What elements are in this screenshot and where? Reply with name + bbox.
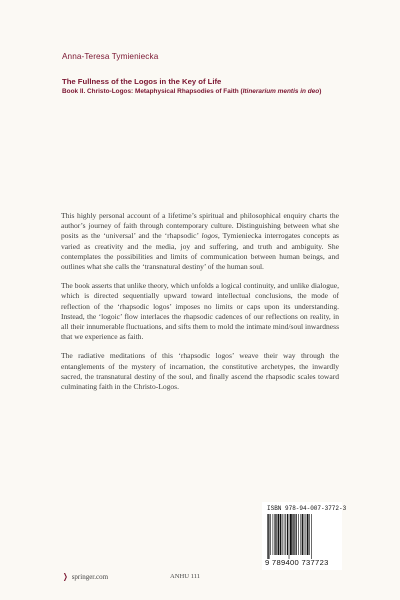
book-subtitle <box>62 88 362 95</box>
barcode-bar <box>289 514 290 559</box>
barcode-bar <box>270 514 271 555</box>
barcode-bar <box>304 514 305 555</box>
book-title: The Fullness of the Logos in the Key of Life <box>62 77 222 86</box>
barcode-bars <box>267 514 337 559</box>
author-name: Anna-Teresa Tymieniecka <box>62 52 159 61</box>
barcode-digits: 9 789400 737723 <box>265 558 329 567</box>
barcode-bar <box>268 514 269 559</box>
subtitle-suffix: ) <box>319 88 322 95</box>
barcode-bar <box>296 514 297 555</box>
p1-text-b: , Tymieniecka interrogates concepts as varied as creativity and the media, joy and suffering, and truth and ambiguity. She contemplates the possibilities and limits of communication between human beings, and outlines what she calls the ‘transnatural destiny’ of the human soul. <box>61 231 339 272</box>
chevron-right-icon: ❯ <box>63 572 68 581</box>
subtitle-prefix: Book II. Christo-Logos: Metaphysical Rhapsodies of Faith ( <box>62 88 243 95</box>
isbn-label: ISBN 978-94-007-3772-3 <box>267 505 347 512</box>
barcode-bar <box>300 514 301 555</box>
barcode-bar <box>292 514 293 555</box>
p1-italic: logos <box>201 231 218 241</box>
barcode-bar <box>284 514 285 555</box>
blurb-paragraph-1 <box>61 211 339 272</box>
barcode-bar <box>298 514 299 555</box>
barcode-bar <box>285 514 286 555</box>
barcode-bar <box>287 514 288 555</box>
subtitle-italic: Itinerarium mentis in deo <box>242 88 320 95</box>
springer-link[interactable] <box>62 572 108 581</box>
barcode-bar <box>274 514 275 555</box>
barcode-bar <box>267 514 268 559</box>
blurb-paragraph-2: The book asserts that unlike theory, which unfolds a logical continuity, and unlike dialogue, which is directed sequentially upward toward intellectual conclusions, the mode of reflection of the ‘rhapsodic logos’ imposes no limits or caps upon its understanding. Instead, the ‘logoic’ flow interlaces the rhapsodic cadences of our reflections on reality, in all their innumerable fluctuations, and sifts them to mold the intimate mind/soul inwardness that we experience as faith. <box>61 281 339 342</box>
barcode-bar <box>276 514 277 555</box>
barcode-bar <box>294 514 295 555</box>
barcode-bar <box>273 514 274 555</box>
barcode-bar <box>302 514 303 555</box>
barcode-bar <box>290 514 292 555</box>
springer-link-text: springer.com <box>71 572 109 581</box>
barcode-bar <box>311 514 312 559</box>
blurb-paragraph-3: The radiative meditations of this ‘rhapsodic logos’ weave their way through the entanglements of the mystery of incarnation, the constitutive archetypes, the inwardly sacred, the transnatural destiny of the soul, and finally ascend the rhapsodic scales toward culminating faith in the Christo-Logos. <box>61 351 339 392</box>
isbn-barcode <box>262 502 347 570</box>
barcode-bar <box>280 514 281 555</box>
barcode-bar <box>305 514 306 555</box>
subject-code: ANHU 111 <box>170 573 201 580</box>
barcode-bar <box>282 514 283 555</box>
blurb <box>61 211 339 401</box>
barcode-bar <box>307 514 309 555</box>
barcode-bar <box>309 514 310 555</box>
barcode-bar <box>278 514 280 555</box>
p1-text-a: This highly personal account of a lifetime’s spiritual and philosophical enquiry charts the author’s journey of faith through contemporary culture. Distinguishing between what she posits as the ‘universal’ and the ‘rhapsodic’ <box>61 211 339 241</box>
